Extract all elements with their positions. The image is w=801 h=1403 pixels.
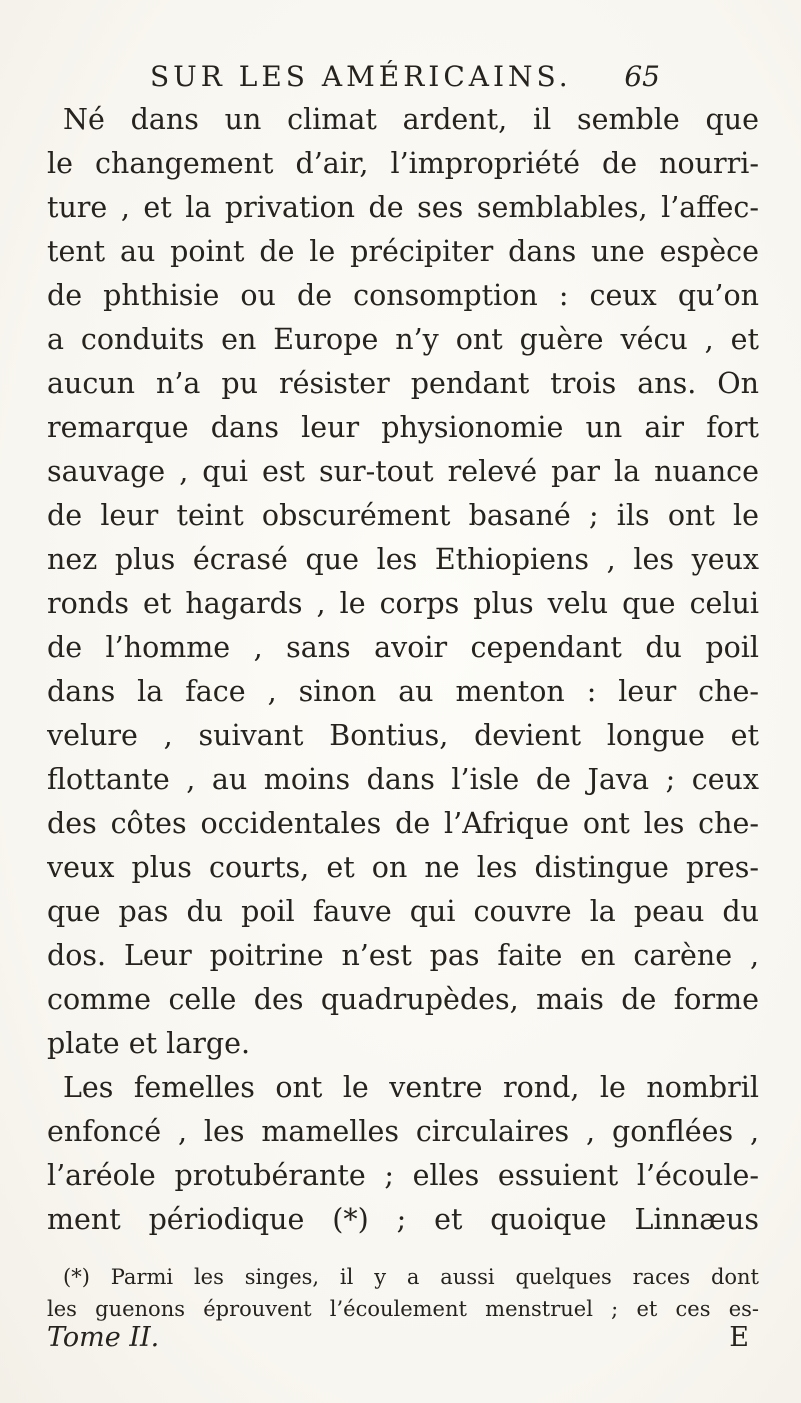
text-line: le changement d’air, l’impropriété de nourri- [47, 147, 759, 180]
footnote-line: les guenons éprouvent l’écoulement menstruel ; et ces es- [47, 1297, 759, 1321]
text-line: plate et large. [47, 1027, 251, 1060]
text-line: dans la face , sinon au menton : leur che- [47, 675, 759, 708]
running-head: SUR LES AMÉRICAINS. [150, 60, 572, 93]
text-line: nez plus écrasé que les Ethiopiens , les yeux [47, 543, 759, 576]
text-line: de phthisie ou de consomption : ceux qu’on [47, 279, 759, 312]
text-line: tent au point de le précipiter dans une espèce [47, 235, 759, 268]
text-line: de leur teint obscurément basané ; ils ont le [47, 499, 759, 532]
text-line: remarque dans leur physionomie un air fort [47, 411, 759, 444]
text-line: veux plus courts, et on ne les distingue pres- [47, 851, 759, 884]
text-line: comme celle des quadrupèdes, mais de forme [47, 983, 759, 1016]
text-line: Les femelles ont le ventre rond, le nombril [63, 1071, 759, 1104]
footnote-line: (*) Parmi les singes, il y a aussi quelques races dont [63, 1265, 759, 1289]
text-line: sauvage , qui est sur-tout relevé par la nuance [47, 455, 759, 488]
text-line: ronds et hagards , le corps plus velu que celui [47, 587, 759, 620]
text-line: enfoncé , les mamelles circulaires , gonflées , [47, 1115, 759, 1148]
text-line: l’aréole protubérante ; elles essuient l’écoule- [47, 1159, 759, 1192]
signature-mark: E [729, 1322, 749, 1353]
volume-label: Tome II. [47, 1322, 160, 1353]
text-line: Né dans un climat ardent, il semble que [63, 103, 759, 136]
text-line: velure , suivant Bontius, devient longue et [47, 719, 759, 752]
body-text [47, 98, 759, 1242]
text-line: ture , et la privation de ses semblables, l’affec- [47, 191, 759, 224]
text-line: aucun n’a pu résister pendant trois ans. On [47, 367, 759, 400]
page-footer [47, 1322, 749, 1362]
page-header [150, 60, 660, 100]
page-number: 65 [624, 60, 660, 93]
text-line: des côtes occidentales de l’Afrique ont les che- [47, 807, 759, 840]
text-line: a conduits en Europe n’y ont guère vécu , et [47, 323, 759, 356]
text-line: ment périodique (*) ; et quoique Linnæus [47, 1203, 759, 1236]
text-line: dos. Leur poitrine n’est pas faite en carène , [47, 939, 759, 972]
text-line: que pas du poil fauve qui couvre la peau du [47, 895, 759, 928]
text-line: flottante , au moins dans l’isle de Java ; ceux [47, 763, 759, 796]
footnote [47, 1261, 759, 1325]
text-line: de l’homme , sans avoir cependant du poil [47, 631, 759, 664]
